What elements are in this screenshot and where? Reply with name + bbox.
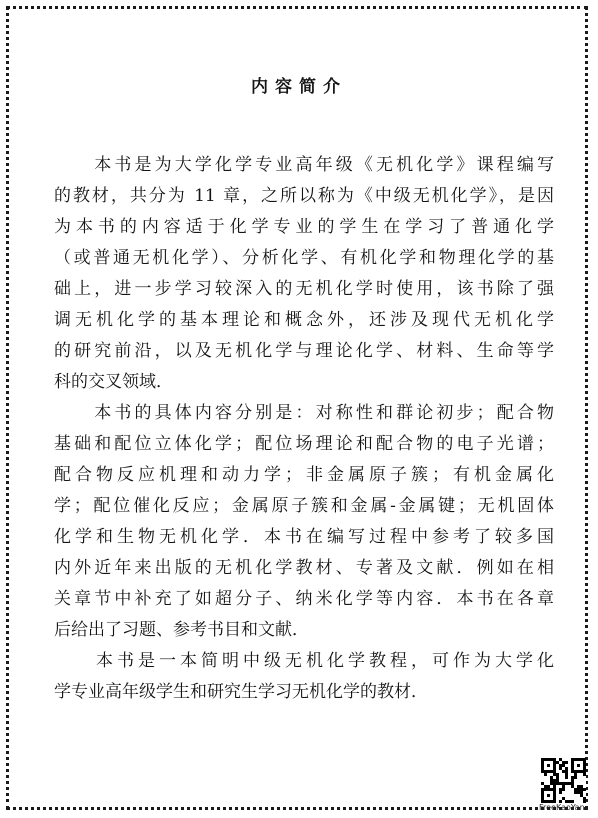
qr-module [574,776,577,779]
text-line: 调无机化学的基本理论和概念外，还涉及现代无机化学 [54,310,554,330]
text-line: 科的交叉领域． [54,372,173,392]
text-line: 学；配位催化反应；金属原子簇和金属-金属键；无机固体 [54,496,554,516]
text-line: 内外近年来出版的无机化学教材、专著及文献．例如在相 [54,558,554,578]
body-text [54,150,554,708]
text-line: 本书是为大学化学专业高年级《无机化学》课程编写 [54,155,554,175]
text-line: （或普通无机化学）、分析化学、有机化学和物理化学的基 [54,248,554,268]
text-line: 配合物反应机理和动力学；非金属原子簇；有机金属化 [54,465,554,485]
text-line: 本书是一本简明中级无机化学教程，可作为大学化 [54,651,554,671]
text-line: 化学和生物无机化学．本书在编写过程中参考了较多国 [54,527,554,547]
text-line: 为本书的内容适于化学专业的学生在学习了普通化学 [54,217,554,237]
text-line: 的教材，共分为 11 章，之所以称为《中级无机化学》，是因 [54,186,554,206]
qr-module [544,773,547,776]
qr-module [583,773,586,776]
text-line: 础上，进一步学习较深入的无机化学时使用，该书除了强 [54,279,554,299]
text-line: 的研究前沿，以及无机化学与理论化学、材料、生命等学 [54,341,554,361]
text-line: 学专业高年级学生和研究生学习无机化学的教材． [54,682,428,702]
qr-module [562,788,565,791]
qr-module [559,791,562,794]
qr-module [583,788,586,791]
qr-module [547,794,550,797]
text-line: 关章节中补充了如超分子、纳米化学等内容．本书在各章 [54,589,554,609]
qr-module [565,776,568,779]
page-title: 内容简介 [251,77,347,97]
qr-module [565,761,568,764]
qr-code-icon [541,758,586,803]
qr-module [577,764,580,767]
text-line: 后给出了习题、参考书目和文献． [54,620,309,640]
text-line: 本书的具体内容分别是：对称性和群论初步；配合物 [54,403,554,423]
watermark-text: FreeKaoYan [539,803,585,812]
qr-module [547,764,550,767]
text-line: 基础和配位立体化学；配位场理论和配合物的电子光谱； [54,434,554,454]
